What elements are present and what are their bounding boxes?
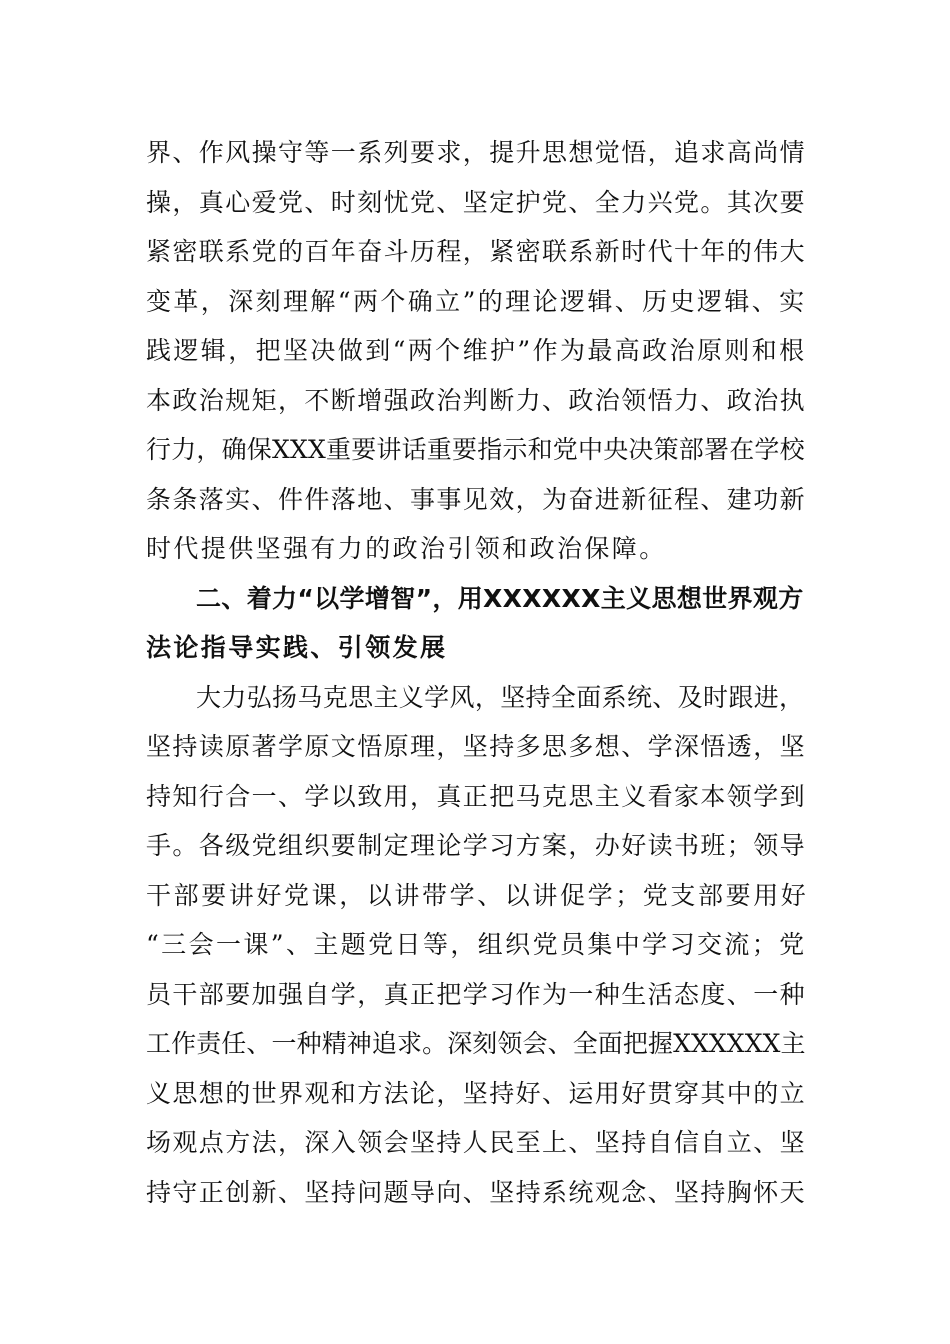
- text-line: 行力，确保XXX重要讲话重要指示和党中央决策部署在学校: [146, 435, 805, 464]
- text-line: 干部要讲好党课，以讲带学、以讲促学；党支部要用好: [146, 880, 809, 910]
- paragraph-continued: [146, 128, 806, 574]
- text-line: 坚持读原著学原文悟原理，坚持多思多想、学深悟透，坚: [146, 732, 807, 761]
- text-line: 大力弘扬马克思主义学风，坚持全面系统、及时跟进，: [196, 682, 805, 712]
- text-line: “三会一课”、主题党日等，组织党员集中学习交流；党: [146, 930, 807, 959]
- paragraph-body: [146, 673, 809, 1218]
- text-line: 条条落实、件件落地、事事见效，为奋进新征程、建功新: [146, 484, 807, 514]
- text-line: 践逻辑，把坚决做到“两个维护”作为最高政治原则和根: [146, 336, 807, 365]
- text-line: 紧密联系党的百年奋斗历程，紧密联系新时代十年的伟大: [146, 237, 807, 266]
- heading-line: 法论指导实践、引领发展: [146, 633, 448, 662]
- heading-line: 二、着力“以学增智”，用XXXXXX主义思想世界观方: [196, 583, 804, 613]
- text-line: 时代提供坚强有力的政治引领和政治保障。: [146, 534, 667, 563]
- section-heading: [146, 574, 806, 673]
- text-line: 持知行合一、学以致用，真正把马克思主义看家本领学到: [146, 781, 807, 811]
- text-line: 本政治规矩，不断增强政治判断力、政治领悟力、政治执: [146, 385, 807, 415]
- text-line: 持守正创新、坚持问题导向、坚持系统观念、坚持胸怀天: [146, 1177, 807, 1207]
- text-line: 员干部要加强自学，真正把学习作为一种生活态度、一种: [146, 979, 807, 1009]
- text-line: 场观点方法，深入领会坚持人民至上、坚持自信自立、坚: [146, 1128, 807, 1157]
- document-body: [146, 128, 809, 1217]
- text-line: 变革，深刻理解“两个确立”的理论逻辑、历史逻辑、实: [146, 286, 807, 316]
- text-line: 界、作风操守等一系列要求，提升思想觉悟，追求高尚情: [146, 138, 807, 167]
- text-line: 义思想的世界观和方法论，坚持好、运用好贯穿其中的立: [146, 1078, 807, 1108]
- text-line: 工作责任、一种精神追求。深刻领会、全面把握XXXXXX主: [146, 1029, 806, 1058]
- text-line: 操，真心爱党、时刻忧党、坚定护党、全力兴党。其次要: [146, 187, 807, 217]
- text-line: 手。各级党组织要制定理论学习方案，办好读书班；领导: [146, 831, 807, 860]
